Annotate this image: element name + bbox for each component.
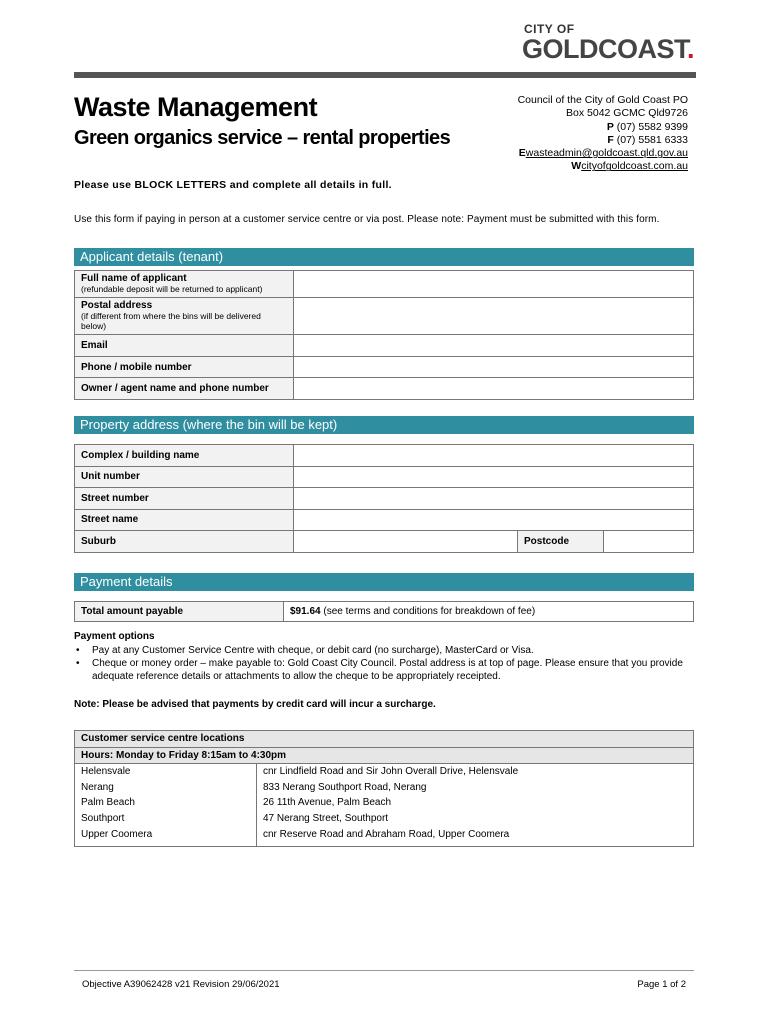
applicant-row-full-name	[75, 271, 694, 298]
page-footer	[74, 970, 694, 990]
street-name-label-cell: Street name	[75, 509, 294, 531]
location-address: 833 Nerang Southport Road, Nerang	[257, 780, 694, 796]
location-address: 26 11th Avenue, Palm Beach	[257, 795, 694, 811]
full-name-label: Full name of applicant	[81, 273, 187, 284]
logo-dot: .	[686, 34, 694, 64]
logo-name-text: GOLDCOAST	[521, 34, 687, 64]
locations-hours-row	[75, 747, 694, 764]
property-row-street-name	[75, 509, 694, 531]
email-label: E	[518, 147, 526, 160]
street-name-field[interactable]	[294, 509, 694, 531]
postal-address-label: Postal address	[81, 300, 153, 311]
fax-label: F	[607, 133, 614, 146]
email-field[interactable]	[294, 335, 694, 357]
credit-card-surcharge-note: Note: Please be advised that payments by credit card will incur a surcharge.	[74, 699, 436, 710]
location-name: Southport	[75, 811, 257, 827]
applicant-row-phone	[75, 357, 694, 378]
location-row	[75, 827, 694, 847]
property-section-heading: Property address (where the bin will be kept)	[74, 416, 694, 434]
location-address: cnr Lindfield Road and Sir John Overall Drive, Helensvale	[257, 764, 694, 780]
location-name: Palm Beach	[75, 795, 257, 811]
property-address-table	[74, 444, 694, 553]
page-number: Page 1 of 2	[637, 979, 686, 990]
payment-section-heading: Payment details	[74, 573, 694, 591]
header-divider	[74, 72, 696, 78]
fee-amount: $91.64	[290, 606, 321, 617]
location-name: Helensvale	[75, 764, 257, 780]
phone-field[interactable]	[294, 357, 694, 378]
council-email-link[interactable]: wasteadmin@goldcoast.qld.gov.au	[525, 147, 688, 160]
logo-city-text: CITY OF	[523, 22, 575, 36]
location-name: Upper Coomera	[75, 827, 257, 847]
payment-total-row	[75, 602, 694, 622]
block-letters-instruction: Please use BLOCK LETTERS and complete all details in full.	[74, 179, 392, 191]
location-row	[75, 764, 694, 780]
suburb-field[interactable]	[294, 531, 518, 553]
payment-details-table	[74, 601, 694, 622]
location-address: 47 Nerang Street, Southport	[257, 811, 694, 827]
location-row	[75, 780, 694, 796]
email-label-cell: Email	[75, 335, 294, 357]
council-contact-block	[518, 94, 688, 174]
unit-field[interactable]	[294, 466, 694, 488]
property-row-unit	[75, 466, 694, 488]
form-usage-note: Use this form if paying in person at a customer service centre or via post. Please note: Payment must be submitted with this form.	[74, 214, 660, 225]
council-phone: (07) 5582 9399	[613, 120, 688, 133]
document-reference: Objective A39062428 v21 Revision 29/06/2021	[82, 979, 280, 990]
total-amount-label: Total amount payable	[75, 602, 284, 622]
locations-heading-row	[75, 731, 694, 748]
owner-agent-field[interactable]	[294, 378, 694, 400]
applicant-row-owner-agent	[75, 378, 694, 400]
city-of-gold-coast-logo	[522, 22, 694, 63]
postal-address-note: (if different from where the bins will be delivered below)	[81, 311, 261, 331]
unit-label-cell: Unit number	[75, 466, 294, 488]
page-title: Waste Management	[74, 92, 318, 122]
postal-address-field[interactable]	[294, 298, 694, 335]
applicant-row-postal-address	[75, 298, 694, 335]
council-address-line1: Council of the City of Gold Coast PO	[517, 94, 688, 106]
web-label: W	[571, 160, 582, 173]
street-number-field[interactable]	[294, 488, 694, 510]
applicant-details-table	[74, 270, 694, 400]
payment-option-item: • Pay at any Customer Service Centre with cheque, or debit card (no surcharge), MasterCard or Visa.	[74, 644, 694, 657]
complex-field[interactable]	[294, 445, 694, 467]
applicant-row-email	[75, 335, 694, 357]
full-name-note: (refundable deposit will be returned to applicant)	[81, 284, 263, 294]
phone-label-cell: Phone / mobile number	[75, 357, 294, 378]
phone-label: P	[606, 120, 614, 133]
payment-options-section	[74, 631, 694, 683]
fee-amount-note: (see terms and conditions for breakdown of fee)	[320, 606, 536, 617]
council-address-line2: Box 5042 GCMC Qld9726	[566, 107, 688, 120]
page-subtitle: Green organics service – rental properties	[74, 127, 451, 149]
locations-hours: Hours: Monday to Friday 8:15am to 4:30pm	[75, 747, 694, 764]
location-name: Nerang	[75, 780, 257, 796]
applicant-section-heading: Applicant details (tenant)	[74, 248, 694, 266]
locations-heading: Customer service centre locations	[75, 731, 694, 748]
property-row-complex	[75, 445, 694, 467]
payment-options-list	[74, 644, 694, 683]
service-centre-locations-table	[74, 730, 694, 847]
postcode-field[interactable]	[604, 531, 694, 553]
location-row	[75, 795, 694, 811]
location-address: cnr Reserve Road and Abraham Road, Upper Coomera	[257, 827, 694, 847]
owner-agent-label-cell: Owner / agent name and phone number	[75, 378, 294, 400]
payment-options-heading: Payment options	[74, 631, 155, 642]
council-fax: (07) 5581 6333	[613, 133, 688, 146]
street-number-label-cell: Street number	[75, 488, 294, 510]
full-name-field[interactable]	[294, 271, 694, 298]
suburb-label-cell: Suburb	[75, 531, 294, 553]
location-row	[75, 811, 694, 827]
property-row-suburb	[75, 531, 694, 553]
total-amount-value	[284, 602, 694, 622]
council-website-link[interactable]: cityofgoldcoast.com.au	[581, 160, 688, 173]
complex-label-cell: Complex / building name	[75, 445, 294, 467]
property-row-street-number	[75, 488, 694, 510]
postcode-label-cell: Postcode	[518, 531, 604, 553]
payment-option-item: • Cheque or money order – make payable to: Gold Coast City Council. Postal address is at top of page. Please ensure that you provide adequate reference details or attachments to allow the cheque to be appropriately receipted.	[74, 657, 694, 683]
